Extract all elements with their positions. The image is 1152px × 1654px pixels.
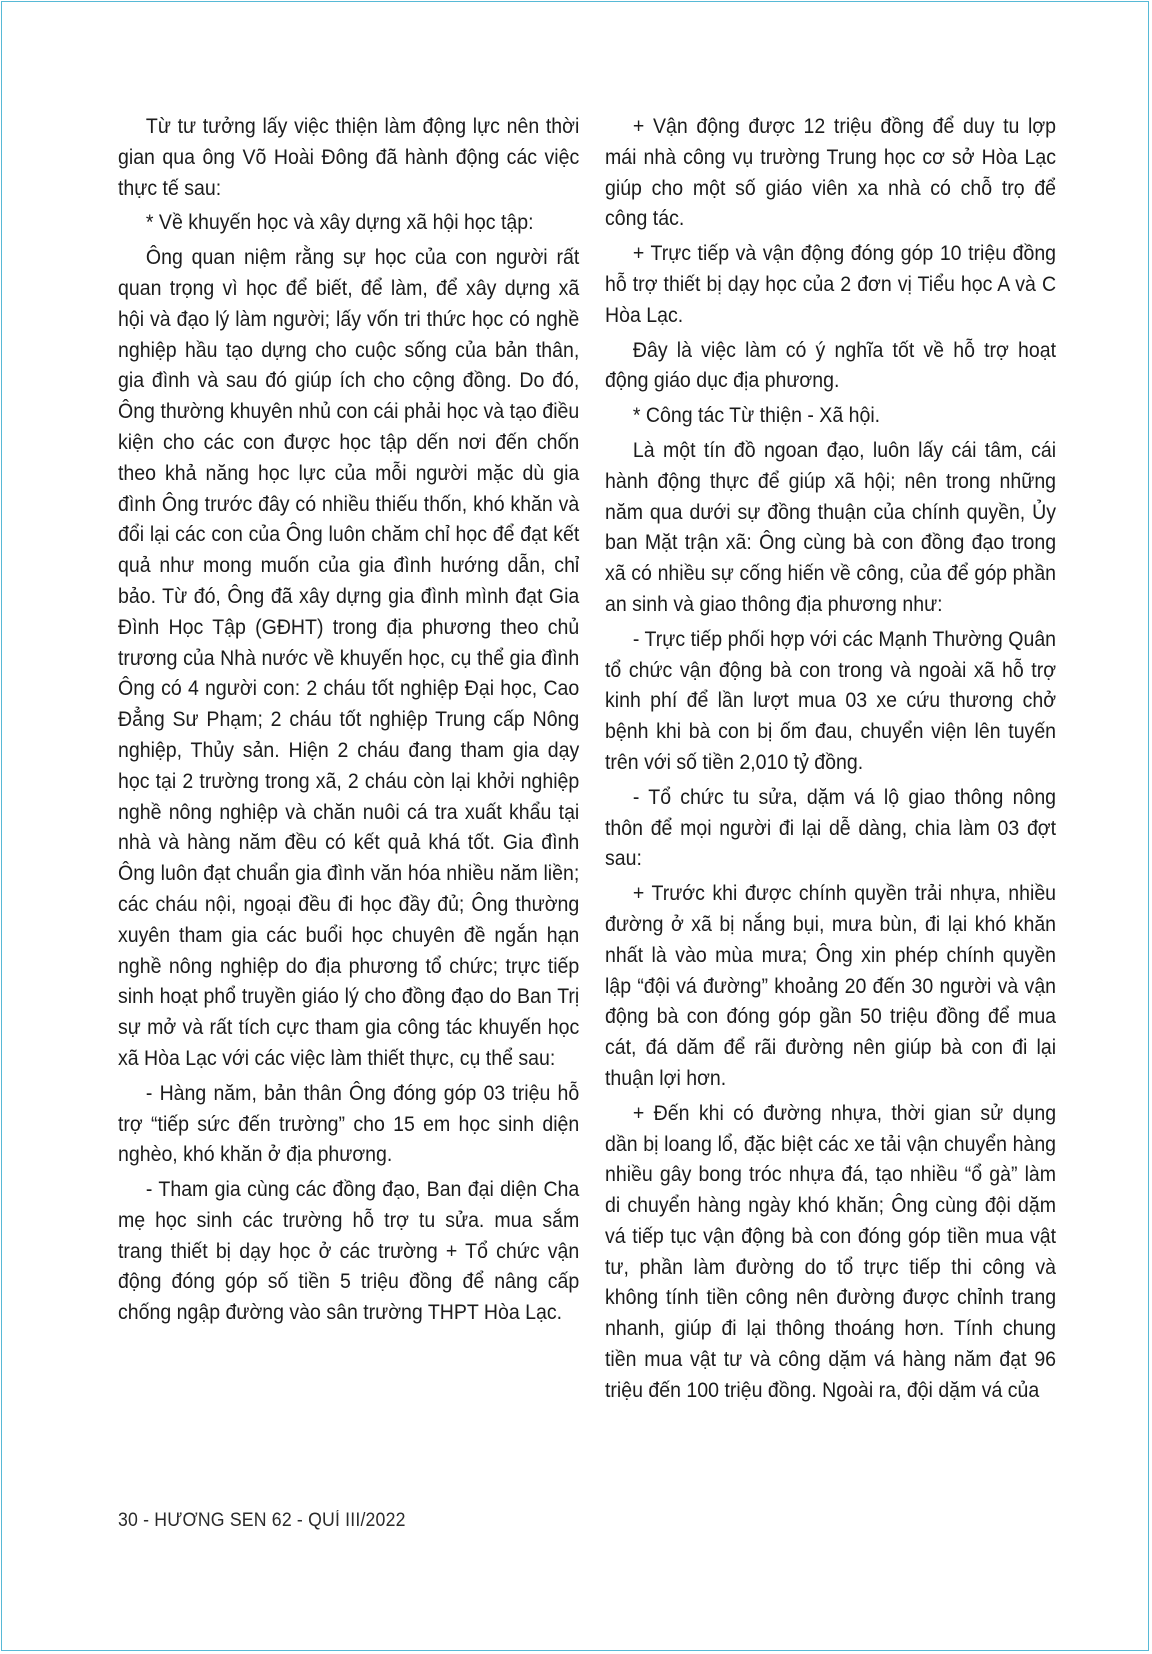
paragraph: Ông quan niệm rằng sự học của con người rất quan trọng vì học để biết, để làm, để xây dựng xã hội và đạo lý làm người; lấy vốn tri thức học có nghề nghiệp hầu tạo dựng cho cuộc sống của bản thân, gia đình và sau đó giúp ích cho cộng đồng. Do đó, Ông thường khuyên nhủ con cái phải học và tạo điều kiện cho các con được học tập dến nơi đến chốn theo khả năng học lực của mỗi người mặc dù gia đình Ông trước đây có nhiều thiếu thốn, khó khăn và đổi lại các con của Ông luôn chăm chỉ học để đạt kết quả như mong muốn của gia đình hướng dẫn, chỉ bảo. Từ đó, Ông đã xây dựng gia đình mình đạt Gia Đình Học Tập (GĐHT) trong địa phương theo chủ trương của Nhà nước về khuyến học, cụ thể gia đình Ông có 4 người con: 2 cháu tốt nghiệp Đại học, Cao Đẳng Sư Phạm; 2 cháu tốt nghiệp Trung cấp Nông nghiệp, Thủy sản. Hiện 2 cháu đang tham gia dạy học tại 2 trường trong xã, 2 cháu còn lại khởi nghiệp nghề nông nghiệp và chăn nuôi cá tra xuất khẩu tại nhà và hàng năm đều có kết quả khá tốt. Gia đình Ông luôn đạt chuẩn gia đình văn hóa nhiều năm liền; các cháu nội, ngoại đều đi học đầy đủ; Ông thường xuyên tham gia các buổi học chuyên đề ngắn hạn nghề nông nghiệp do địa phương tổ chức; trực tiếp sinh hoạt phổ truyền giáo lý cho đồng đạo do Ban Trị sự mở và rất tích cực tham gia công tác khuyến học xã Hòa Lạc với các việc làm thiết thực, cụ thể sau: — [118, 246, 580, 1070]
paragraph: Là một tín đồ ngoan đạo, luôn lấy cái tâm, cái hành động thực để giúp xã hội; nên trong những năm qua dưới sự đồng thuận của chính quyền, Ủy ban Mặt trận xã: Ông cùng bà con đồng đạo trong xã có nhiều sự cống hiến về công, của để góp phần an sinh và giao thông địa phương như: — [605, 438, 1057, 616]
paragraph: Đây là việc làm có ý nghĩa tốt về hỗ trợ hoạt động giáo dục địa phương. — [605, 338, 1057, 393]
paragraph: * Công tác Từ thiện - Xã hội. — [632, 404, 881, 428]
paragraph: Từ tư tưởng lấy việc thiện làm động lực nên thời gian qua ông Võ Hoài Đông đã hành động các việc thực tế sau: — [118, 115, 580, 200]
paragraph: + Vận động được 12 triệu đồng để duy tu lợp mái nhà công vụ trường Trung học cơ sở Hòa Lạc giúp cho một số giáo viên xa nhà có chỗ trọ để công tác. — [605, 115, 1057, 231]
paragraph: + Trực tiếp và vận động đóng góp 10 triệu đồng hỗ trợ thiết bị dạy học của 2 đơn vị Tiểu học A và C Hòa Lạc. — [605, 242, 1057, 327]
paragraph: + Trước khi được chính quyền trải nhựa, nhiều đường ở xã bị nắng bụi, mưa bùn, đi lại khó khăn nhất là vào mùa mưa; Ông xin phép chính quyền lập “đội vá đường” khoảng 20 đến 30 người và vận động bà con đóng góp gần 50 triệu đồng để mua cát, đá dăm để rãi đường nên giúp bà con đi lại thuận lợi hơn. — [605, 882, 1057, 1090]
paragraph: - Tham gia cùng các đồng đạo, Ban đại diện Cha mẹ học sinh các trường hỗ trợ tu sửa. mua sắm trang thiết bị dạy học ở các trường + Tổ chức vận động đóng góp số tiền 5 triệu đồng để nâng cấp chống ngập đường vào sân trường THPT Hòa Lạc. — [118, 1178, 580, 1325]
paragraph: - Trực tiếp phối hợp với các Mạnh Thường Quân tổ chức vận động bà con trong và ngoài xã hỗ trợ kinh phí để lần lượt mua 03 xe cứu thương chở bệnh khi bà con bị ốm đau, chuyển viện lên tuyến trên với số tiền 2,010 tỷ đồng. — [605, 627, 1057, 774]
paragraph: * Về khuyến học và xây dựng xã hội học tập: — [145, 211, 534, 235]
paragraph: + Đến khi có đường nhựa, thời gian sử dụng dần bị loang lổ, đặc biệt các xe tải vận chuyển hàng nhiều gây bong tróc nhựa đá, tạo nhiều “ổ gà” làm di chuyển hàng ngày khó khăn; Ông cùng đội dặm vá tiếp tục vận động bà con đóng góp tiền mua vật tư, phần làm đường do tổ trực tiếp thi công và không tính tiền công nên đường được chỉnh trang nhanh, giúp đi lại thông thoáng hơn. Tính chung tiền mua vật tư và công dặm vá hàng năm đạt 96 triệu đến 100 triệu đồng. Ngoài ra, đội dặm vá của — [605, 1101, 1057, 1402]
paragraph: - Hàng năm, bản thân Ông đóng góp 03 triệu hỗ trợ “tiếp sức đến trường” cho 15 em học sinh diện nghèo, khó khăn ở địa phương. — [118, 1081, 580, 1167]
paragraph: - Tổ chức tu sửa, dặm vá lộ giao thông nông thôn để mọi người đi lại dễ dàng, chia làm 03 đợt sau: — [605, 785, 1057, 871]
right-column — [605, 112, 1056, 1411]
left-column — [118, 112, 579, 1333]
page-footer: 30 - HƯƠNG SEN 62 - QUÍ III/2022 — [118, 1510, 406, 1531]
